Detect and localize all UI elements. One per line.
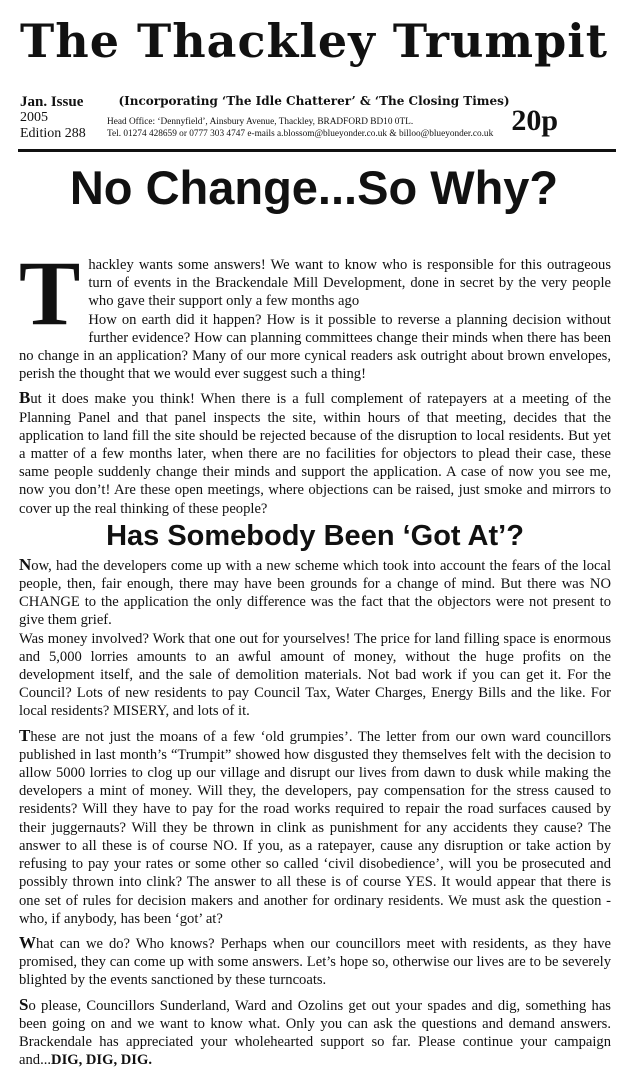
paragraph-text: ut it does make you think! When there is a full complement of ratepayers at a meeting of the Planning Panel and that panel inspects the site, within hours of that meeting, decides that the application to land fill the site should be rejected because of the disruption to local residents. But yet a matter of a few months later, when there are no facilities for objectors to plead their case, these same people suddenly change their minds and support the application. A case of now you see me, now you don’t! Are these open meetings, where objections can be raised, just smoke and mirrors to cover up the real thinking of these people?	[19, 391, 611, 517]
headline: No Change...So Why?	[69, 161, 559, 214]
paragraph	[19, 556, 611, 630]
article-body	[19, 242, 611, 1069]
subheading: Has Somebody Been ‘Got At’?	[106, 519, 524, 552]
paragraph	[19, 242, 611, 344]
issue-edition: Edition 288	[20, 126, 86, 141]
closing-call: DIG, DIG, DIG.	[51, 1052, 152, 1069]
lead-letter: W	[19, 932, 36, 952]
lead-letter: B	[19, 388, 31, 408]
paragraph: How on earth did it happen? How is it possible to reverse a planning decision without further evidence? How can planning committees change their minds when there has been no change in an application? Many of our more cynical readers ask outright about brown envelopes, perish the thought that we would ever suggest such a thing!	[19, 311, 611, 383]
issue-month: Jan. Issue	[20, 94, 84, 110]
incorporating-line: (Incorporating ‘The Idle Chatterer’ & ‘The Closing Times)	[118, 94, 510, 108]
paragraph-text: hese are not just the moans of a few ‘old grumpies’. The letter from our own ward councillors published in last month’s “Trumpit” showed how disgusted they themselves felt with the decision to allow 5000 lorries to clog up our village and disrupt our lives from dawn to dusk while making the developers a mint of money. Will they, the developers, pay compensation for the stress caused to residents? Will they have to pay for the road works required to repair the road surfaces caused by their juggernauts? Will they be thrown in clink as punishment for any accidents they cause? The answer to all these is of course NO. If you, as a ratepayer, cause any disruption or take action by refusing to pay your rates or some other so called ‘civil disobedience’, will you be prosecuted and possibly thrown into clink? The answer to all these is of course YES. It would appear that there is one set of rules for decision makers and another for ordinary residents. We must ask the question - who, if anybody, has been ‘got’ at?	[19, 728, 611, 927]
office-info	[107, 116, 493, 140]
paragraph: Was money involved? Work that one out for yourselves! The price for land filling space is enormous and 5,000 lorries amounts to an awful amount of money, without the huge profits on the development itself, and the sale of demolition materials. Not bad work if you can get it. For the Council? Lots of new residents to pay Council Tax, Water Charges, Energy Bills and the like. For local residents? MISERY, and lots of it.	[19, 630, 611, 720]
paragraph-text: hat can we do? Who knows? Perhaps when our councillors meet with residents, as they have promised, they can come up with some answers. Let’s hope so, otherwise our lives are to be severely blighted by the events sanctioned by these turncoats.	[19, 935, 611, 989]
lead-letter: N	[19, 554, 32, 574]
masthead-title: The Thackley Trumpit	[20, 14, 608, 68]
issue-year: 2005	[20, 110, 48, 125]
paragraph	[19, 996, 611, 1069]
drop-cap: T	[19, 242, 81, 344]
paragraph-text: o please, Councillors Sunderland, Ward and Ozolins get out your spades and dig, something has been going on and we want to know what. Only you can ask the questions and demand answers. Brackendale has appreciated your wholehearted support so far. Please continue your campaign and...	[19, 997, 611, 1069]
office-address: Head Office: ‘Dennyfield’, Ainsbury Avenue, Thackley, BRADFORD BD10 0TL.	[107, 117, 414, 127]
paragraph	[19, 389, 611, 517]
price: 20p	[511, 104, 558, 137]
paragraph-text: ow, had the developers come up with a new scheme which took into account the fears of the local people, then, fair enough, there may have been grounds for a change of mind. But there was NO CHANGE to the application the only difference was the fact that the objectors were not present to give them grief.	[19, 557, 611, 629]
header-divider	[18, 149, 616, 152]
paragraph	[19, 934, 611, 990]
office-contact: Tel. 01274 428659 or 0777 303 4747 e-mails a.blossom@blueyonder.co.uk & billoo@blueyonder.co.uk	[107, 129, 494, 139]
paragraph	[19, 727, 611, 928]
paragraph-text: hackley wants some answers! We want to know who is responsible for this outrageous turn of events in the Brackendale Mill Development, done in secret by the very people who gave their support only a few months ago	[88, 257, 611, 310]
lead-letter: T	[19, 725, 31, 745]
lead-letter: S	[19, 994, 29, 1014]
